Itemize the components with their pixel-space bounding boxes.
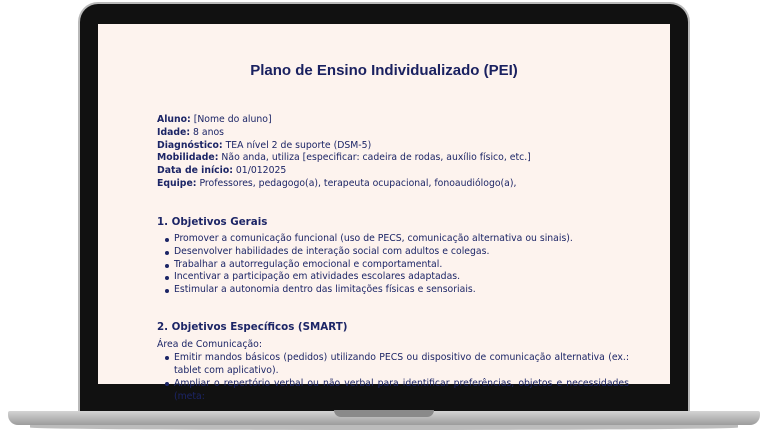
list-item: Promover a comunicação funcional (uso de PECS, comunicação alternativa ou sinais). [174, 233, 573, 244]
info-label: Idade: [157, 126, 191, 138]
section-heading-objetivos-especificos: 2. Objetivos Específicos (SMART) [157, 321, 348, 333]
info-row-mobilidade [157, 152, 531, 165]
list-item: Emitir mandos básicos (pedidos) utilizando PECS ou dispositivo de comunicação alternativa (ex.: tablet com aplicativo). [174, 352, 629, 376]
info-label: Mobilidade: [157, 152, 219, 164]
info-value: Não anda, utiliza [especificar: cadeira de rodas, auxílio físico, etc.] [218, 152, 531, 164]
list-item: Trabalhar a autorregulação emocional e comportamental. [174, 259, 573, 272]
laptop-notch [334, 410, 434, 417]
info-value: TEA nível 2 de suporte (DSM-5) [222, 139, 372, 151]
info-value: Professores, pedagogo(a), terapeuta ocupacional, fonoaudiólogo(a), [196, 177, 517, 189]
document-title: Plano de Ensino Individualizado (PEI) [250, 62, 518, 79]
info-row-equipe [157, 178, 531, 191]
laptop-screen [98, 24, 670, 402]
info-row-idade [157, 127, 531, 140]
laptop-shadow [30, 425, 738, 430]
list-item: Desenvolver habilidades de interação social com adultos e colegas. [174, 246, 573, 259]
objetivos-gerais-list [174, 233, 573, 297]
info-row-data-inicio [157, 165, 531, 178]
info-label: Diagnóstico: [157, 139, 223, 151]
area-label: Área de Comunicação: [157, 339, 262, 350]
objetivos-especificos-list [174, 351, 629, 403]
info-label: Equipe: [157, 177, 197, 189]
list-item: Ampliar o repertório verbal ou não verbal para identificar preferências, objetos e necessidades (meta: [174, 378, 629, 402]
student-info [157, 114, 531, 191]
info-label: Data de início: [157, 165, 233, 177]
section-heading-objetivos-gerais: 1. Objetivos Gerais [157, 216, 268, 228]
list-item: Incentivar a participação em atividades escolares adaptadas. [174, 271, 573, 284]
info-row-aluno [157, 114, 531, 127]
list-item: Estimular a autonomia dentro das limitações físicas e sensoriais. [174, 284, 573, 297]
info-row-diagnostico [157, 140, 531, 153]
info-value: 8 anos [190, 126, 225, 138]
info-label: Aluno: [157, 114, 191, 125]
info-value: 01/012025 [232, 165, 287, 177]
info-value: [Nome do aluno] [190, 114, 272, 125]
